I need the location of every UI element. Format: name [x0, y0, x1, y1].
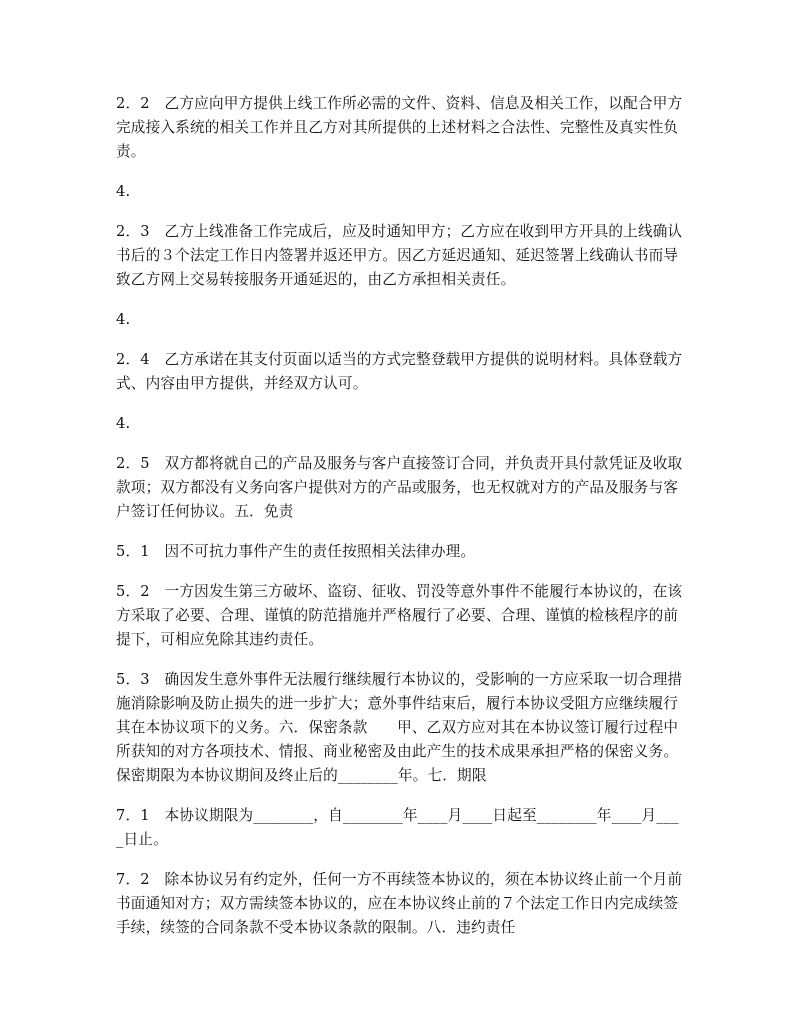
clause-7-1: 7．1 本协议期限为________，自________年____月____日起至________年____月____日止。 — [116, 807, 679, 848]
list-marker: 4. — [116, 415, 131, 432]
list-marker: 4. — [116, 311, 131, 328]
list-marker: 4. — [116, 183, 131, 200]
clause-5-1: 5．1 因不可抗力事件产生的责任按照相关法律办理。 — [116, 543, 476, 560]
clause-5-2: 5．2 一方因发生第三方破坏、盗窃、征收、罚没等意外事件不能履行本协议的，在该方采取了必要、合理、谨慎的防范措施并严格履行了必要、合理、谨慎的检核程序的前提下，可相应免除其违约责任。 — [116, 583, 683, 648]
clause-5-3: 5．3 确因发生意外事件无法履行继续履行本协议的，受影响的一方应采取一切合理措施消除影响及防止损失的进一步扩大；意外事件结束后，履行本协议受阻方应继续履行其在本协议项下的义务。六．保密条款 甲、乙双方应对其在本协议签订履行过程中所获知的对方各项技术、情报、商业秘密及由此产生的技术成果承担严格的保密义务。保密期限为本协议期间及终止后的________年。七．期限 — [116, 671, 683, 784]
clause-2-4: 2．4 乙方承诺在其支付页面以适当的方式完整登载甲方提供的说明材料。具体登载方式、内容由甲方提供，并经双方认可。 — [116, 351, 683, 392]
clause-2-3: 2．3 乙方上线准备工作完成后，应及时通知甲方；乙方应在收到甲方开具的上线确认书后的３个法定工作日内签署并返还甲方。因乙方延迟通知、延迟签署上线确认书而导致乙方网上交易转接服务开通延迟的，由乙方承担相关责任。 — [116, 223, 683, 288]
document-body — [116, 92, 684, 956]
clause-7-2: 7．2 除本协议另有约定外，任何一方不再续签本协议的，须在本协议终止前一个月前书面通知对方；双方需续签本协议的，应在本协议终止前的７个法定工作日内完成续签手续，续签的合同条款不受本协议条款的限制。八．违约责任 — [116, 871, 683, 936]
clause-2-2: 2．2 乙方应向甲方提供上线工作所必需的文件、资料、信息及相关工作，以配合甲方完成接入系统的相关工作并且乙方对其所提供的上述材料之合法性、完整性及真实性负责。 — [116, 95, 683, 160]
clause-2-5: 2．5 双方都将就自己的产品及服务与客户直接签订合同，并负责开具付款凭证及收取款项；双方都没有义务向客户提供对方的产品或服务，也无权就对方的产品及服务与客户签订任何协议。五．免责 — [116, 455, 683, 520]
